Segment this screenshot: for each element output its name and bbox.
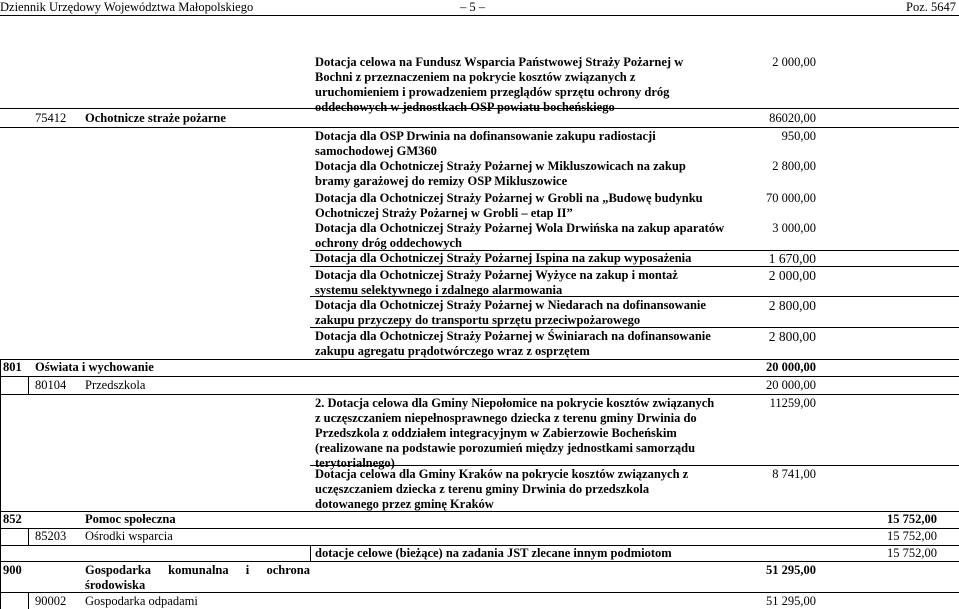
chapter-name: Ośrodki wsparcia: [85, 529, 173, 543]
chapter-name: Przedszkola: [85, 378, 146, 392]
section-code: 852: [3, 512, 22, 526]
page-number: – 5 –: [460, 0, 485, 14]
chapter-name: Ochotnicze straże pożarne: [85, 111, 226, 125]
grant-description: Dotacja celowa dla Gminy Kraków na pokrycie kosztów związanych z uczęszczaniem dziecka z terenu gminy Drwinia do przedszkola dotowanego przez gminę Kraków: [315, 467, 689, 511]
grant-description: 2. Dotacja celowa dla Gminy Niepołomice na pokrycie kosztów związanych z uczęszczaniem niepełnosprawnego dziecka z terenu gminy Drwinia do Przedszkola z oddziałem integracyjnym w Zabierzowie Bocheńskim (realizowane na podstawie porozumień między jednostkami samorządu terytorialnego): [315, 396, 715, 470]
row-divider: [0, 394, 959, 395]
journal-title: Dziennik Urzędowy Województwa Małopolskiego: [0, 0, 254, 14]
grant-amount: 2 800,00: [772, 159, 816, 173]
chapter-name: Gospodarka odpadami: [85, 594, 198, 608]
grant-description: Dotacja dla Ochotniczej Straży Pożarnej Wyżyce na zakup i montaż systemu selektywnego i zdalnego alarmowania: [315, 268, 678, 297]
grant-amount: 15 752,00: [887, 546, 937, 560]
column-divider: [28, 528, 29, 545]
section-name: Pomoc społeczna: [85, 512, 176, 526]
grant-description: Dotacja dla Ochotniczej Straży Pożarnej Wola Drwińska na zakup aparatów ochrony dróg oddechowych: [315, 221, 725, 250]
grant-description: Dotacja celowa na Fundusz Wsparcia Państwowej Straży Pożarnej w Bochni z przeznaczeniem na pokrycie kosztów związanych z uruchomieniem i prowadzeniem przeglądów sprzętu ochrony dróg oddechowych w jednostkach OSP powiatu bocheńskiego: [315, 55, 684, 114]
grant-amount: 950,00: [781, 129, 816, 143]
grant-amount: 2 800,00: [768, 329, 816, 344]
chapter-code: 75412: [35, 111, 67, 125]
section-name: Oświata i wychowanie: [35, 360, 154, 374]
grant-amount: 11259,00: [769, 396, 816, 410]
row-divider: [310, 296, 959, 297]
chapter-amount: 15 752,00: [887, 529, 937, 543]
grant-amount: 3 000,00: [772, 221, 816, 235]
row-divider: [0, 376, 959, 377]
section-amount: 51 295,00: [766, 563, 816, 577]
row-divider: [0, 561, 959, 562]
grant-description: Dotacja dla Ochotniczej Straży Pożarnej w Mikluszowicach na zakup bramy garażowej do remizy OSP Mikluszowice: [315, 159, 686, 188]
section-name: Gospodarka komunalna i ochrona środowiska: [85, 563, 310, 592]
grant-description: Dotacja dla Ochotniczej Straży Pożarnej w Niedarach na dofinansowanie zakupu przyczepy do transportu sprzętu przeciwpożarowego: [315, 298, 706, 327]
grant-description: dotacje celowe (bieżące) na zadania JST zlecane innym podmiotom: [315, 546, 672, 560]
row-divider: [0, 592, 959, 593]
grant-description: Dotacja dla Ochotniczej Straży Pożarnej w Świniarach na dofinansowanie zakupu agregatu prądotwórczego wraz z osprzętem: [315, 329, 711, 358]
column-divider: [28, 376, 29, 394]
row-divider: [310, 266, 959, 267]
column-divider: [0, 359, 1, 609]
grant-amount: 2 800,00: [768, 298, 816, 313]
section-code: 801: [3, 360, 22, 374]
row-divider: [0, 127, 959, 128]
chapter-code: 80104: [35, 378, 67, 392]
grant-amount: 1 670,00: [768, 251, 816, 266]
column-divider: [28, 592, 29, 609]
chapter-amount: 20 000,00: [766, 378, 816, 392]
chapter-amount: 86020,00: [769, 111, 816, 125]
grant-amount: 8 741,00: [772, 467, 816, 481]
grant-amount: 70 000,00: [766, 191, 816, 205]
chapter-code: 85203: [35, 529, 67, 543]
position-number: Poz. 5647: [906, 0, 956, 14]
section-amount: 15 752,00: [887, 512, 937, 526]
grant-description: Dotacja dla Ochotniczej Straży Pożarnej w Grobli na „Budowę budynku Ochotniczej Straży Pożarnej w Grobli – etap II”: [315, 191, 703, 220]
column-divider: [310, 545, 311, 561]
chapter-code: 90002: [35, 594, 67, 608]
row-divider: [310, 327, 959, 328]
section-code: 900: [3, 563, 22, 577]
chapter-amount: 51 295,00: [766, 594, 816, 608]
grant-amount: 2 000,00: [768, 268, 816, 283]
grant-description: Dotacja dla Ochotniczej Straży Pożarnej Ispina na zakup wyposażenia: [315, 251, 692, 265]
section-amount: 20 000,00: [766, 360, 816, 374]
row-divider: [0, 108, 959, 109]
page-header: [0, 0, 959, 16]
row-divider: [310, 465, 959, 466]
grant-description: Dotacja dla OSP Drwinia na dofinansowanie zakupu radiostacji samochodowej GM360: [315, 129, 656, 158]
grant-amount: 2 000,00: [772, 55, 816, 69]
